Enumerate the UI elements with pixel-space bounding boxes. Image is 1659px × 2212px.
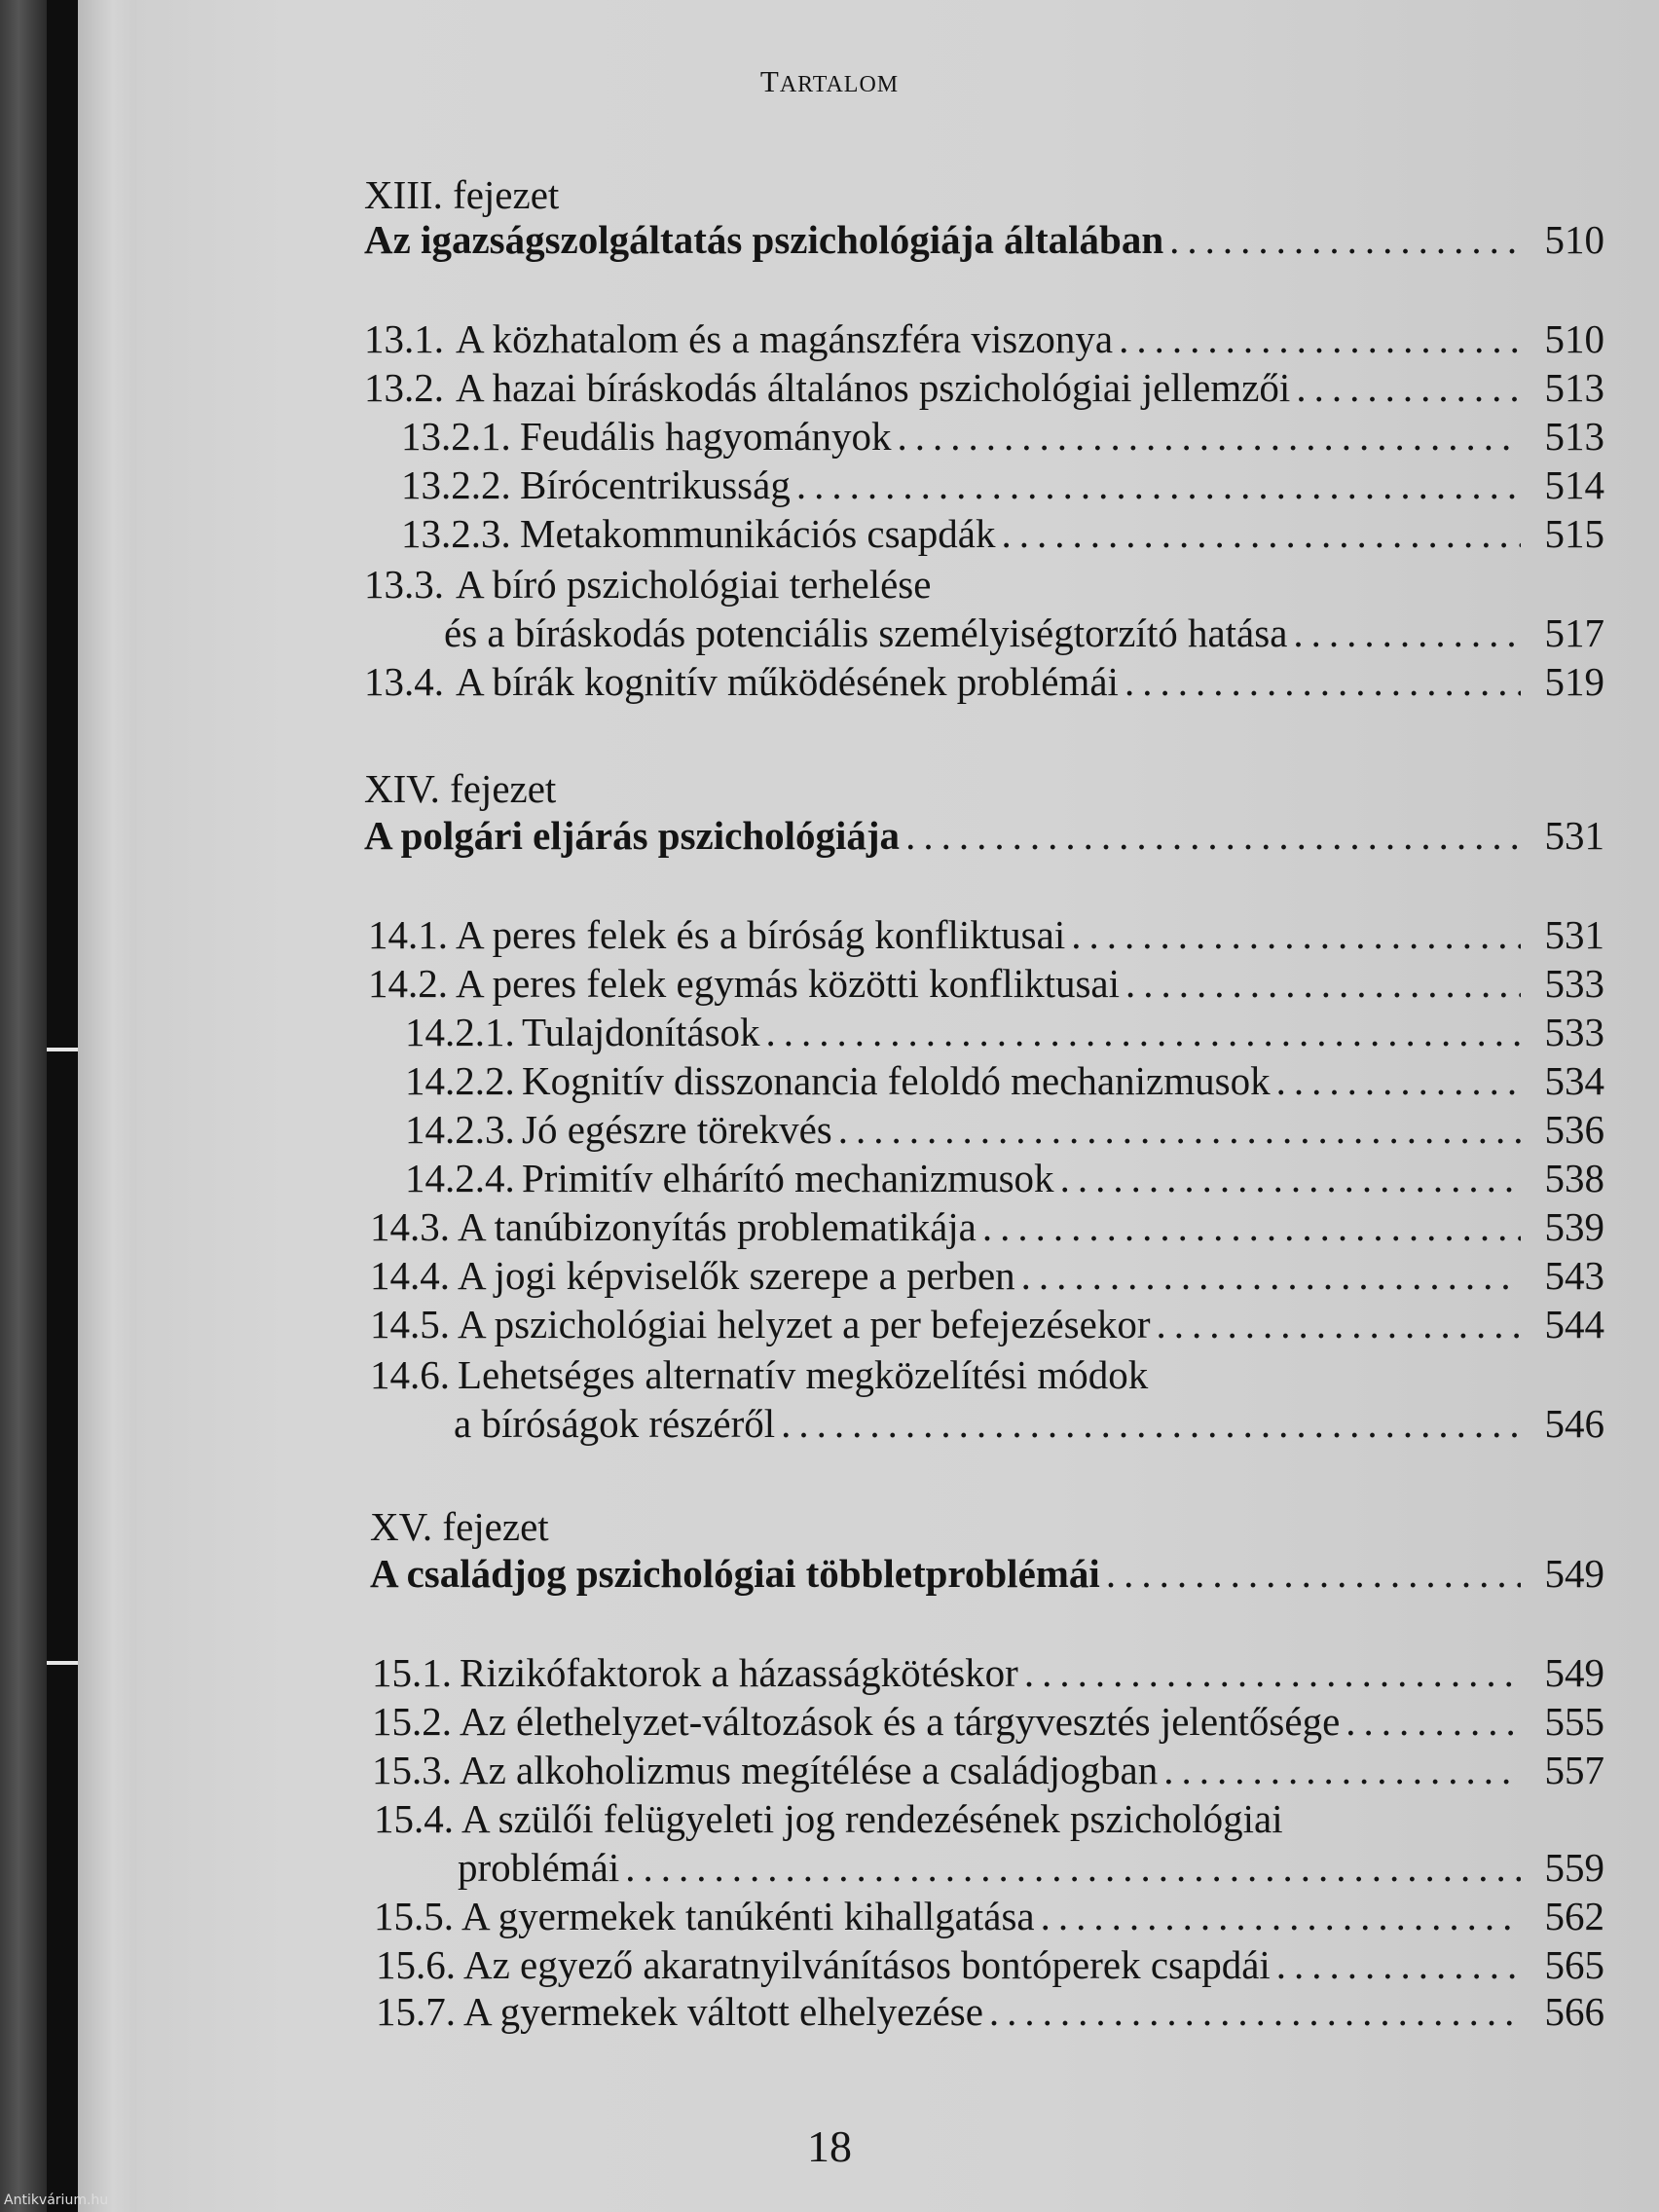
entry-number: 15.5. <box>374 1894 454 1938</box>
toc-entry[interactable] <box>376 1989 1604 2034</box>
chapter-label: XV. fejezet <box>370 1504 549 1549</box>
entry-title: Tulajdonítások <box>522 1010 760 1054</box>
leader-dots <box>1021 1256 1521 1296</box>
page-number: 513 <box>1544 365 1604 410</box>
page-number: 546 <box>1544 1401 1604 1446</box>
toc-entry[interactable] <box>364 365 1604 410</box>
entry-number: 14.4. <box>370 1253 450 1298</box>
page-number: 534 <box>1544 1058 1604 1103</box>
entry-title: Kognitív disszonancia feloldó mechanizmusok <box>522 1058 1271 1103</box>
leader-dots <box>838 1110 1521 1150</box>
watermark: Antikvárium.hu <box>4 2193 109 2208</box>
chapter-title-row[interactable] <box>370 1551 1604 1596</box>
leader-dots <box>625 1848 1521 1888</box>
entry-number: 13.1. <box>364 316 444 361</box>
entry-title: Jó egészre törekvés <box>522 1107 832 1152</box>
page-number: 515 <box>1544 511 1604 556</box>
page-number: 510 <box>1544 217 1604 262</box>
page-number: 566 <box>1544 1989 1604 2034</box>
entry-title: A peres felek és a bíróság konfliktusai <box>456 912 1066 957</box>
entry-number: 13.4. <box>364 659 444 704</box>
toc-entry[interactable] <box>372 1748 1604 1792</box>
page-number: 565 <box>1544 1942 1604 1987</box>
entry-title: A tanúbizonyítás problematikája <box>458 1204 977 1249</box>
leader-dots <box>1163 1751 1521 1790</box>
leader-dots <box>1001 514 1521 554</box>
entry-number: 14.2.3. <box>405 1107 515 1152</box>
entry-number: 15.4. <box>374 1796 454 1841</box>
entry-title: A pszichológiai helyzet a per befejezésekor <box>458 1302 1151 1346</box>
leader-dots <box>796 465 1521 505</box>
page-number: 549 <box>1544 1650 1604 1695</box>
chapter-title: A családjog pszichológiai többletproblémái <box>370 1551 1100 1596</box>
chapter-label: XIII. fejezet <box>364 172 560 217</box>
page-number: 533 <box>1544 1010 1604 1054</box>
leader-dots <box>781 1404 1521 1444</box>
toc-entry[interactable] <box>364 659 1604 704</box>
leader-dots <box>982 1207 1521 1247</box>
leader-dots <box>1119 319 1521 359</box>
toc-entry-continuation[interactable] <box>458 1845 1604 1890</box>
page-number: 536 <box>1544 1107 1604 1152</box>
page-number: 517 <box>1544 610 1604 655</box>
entry-number: 15.6. <box>376 1942 456 1987</box>
leader-dots <box>1071 915 1521 955</box>
toc-entry[interactable] <box>370 1253 1604 1298</box>
page-number: 538 <box>1544 1156 1604 1200</box>
leader-dots <box>1125 964 1521 1004</box>
leader-dots <box>1024 1653 1521 1693</box>
entry-number: 15.2. <box>372 1699 452 1744</box>
page-number: 539 <box>1544 1204 1604 1249</box>
page-number: 543 <box>1544 1253 1604 1298</box>
entry-title: Az alkoholizmus megítélése a családjogban <box>460 1748 1159 1792</box>
leader-dots <box>1060 1159 1521 1198</box>
entry-title: A bíró pszichológiai terhelése <box>456 562 932 607</box>
leader-dots <box>989 1992 1521 2032</box>
toc-subentry[interactable] <box>401 511 1604 556</box>
leader-dots <box>1276 1945 1521 1985</box>
entry-title-continued: problémái <box>458 1845 620 1890</box>
entry-title: Rizikófaktorok a házasságkötéskor <box>460 1650 1018 1695</box>
toc-subentry[interactable] <box>405 1010 1604 1054</box>
entry-title: Az egyező akaratnyilvánításos bontóperek csapdái <box>463 1942 1271 1987</box>
toc-entry[interactable] <box>370 1204 1604 1249</box>
leader-dots <box>1296 368 1521 408</box>
entry-title-continued: a bíróságok részéről <box>454 1401 776 1446</box>
chapter-title-row[interactable] <box>364 217 1604 262</box>
toc-subentry[interactable] <box>405 1107 1604 1152</box>
entry-number: 14.5. <box>370 1302 450 1346</box>
entry-number: 13.2. <box>364 365 444 410</box>
toc-entry[interactable] <box>364 316 1604 361</box>
chapter-title-row[interactable] <box>364 813 1604 858</box>
entry-title: A peres felek egymás közötti konfliktusai <box>456 961 1121 1006</box>
toc-entry[interactable] <box>372 1650 1604 1695</box>
entry-title: A közhatalom és a magánszféra viszonya <box>456 316 1114 361</box>
toc-entry[interactable] <box>368 912 1604 957</box>
page-number: 519 <box>1544 659 1604 704</box>
entry-number: 15.1. <box>372 1650 452 1695</box>
entry-title: Lehetséges alternatív megközelítési módok <box>458 1352 1149 1397</box>
toc-entry[interactable] <box>372 1699 1604 1744</box>
entry-number: 13.2.2. <box>401 462 511 507</box>
leader-dots <box>1041 1897 1521 1936</box>
page-number: 562 <box>1544 1894 1604 1938</box>
toc-entry[interactable] <box>368 961 1604 1006</box>
leader-dots <box>1106 1554 1521 1594</box>
leader-dots <box>1276 1061 1521 1101</box>
entry-title: Az élethelyzet-változások és a tárgyvesztés jelentősége <box>460 1699 1341 1744</box>
page-number: 531 <box>1544 912 1604 957</box>
leader-dots <box>1293 613 1521 653</box>
leader-dots <box>1169 220 1521 260</box>
leader-dots <box>1156 1305 1521 1345</box>
entry-number: 14.2.1. <box>405 1010 515 1054</box>
toc-entry-first-line[interactable] <box>370 1352 1149 1397</box>
entry-number: 14.6. <box>370 1352 450 1397</box>
page-number: 513 <box>1544 414 1604 459</box>
entry-number: 13.2.3. <box>401 511 511 556</box>
entry-title: Bírócentrikusság <box>520 462 791 507</box>
toc-entry[interactable] <box>376 1942 1604 1987</box>
entry-title: A bírák kognitív működésének problémái <box>456 659 1119 704</box>
toc-subentry[interactable] <box>405 1058 1604 1103</box>
leader-dots <box>766 1013 1521 1052</box>
entry-number: 14.3. <box>370 1204 450 1249</box>
chapter-title: Az igazságszolgáltatás pszichológiája általában <box>364 217 1164 262</box>
entry-number: 14.1. <box>368 912 448 957</box>
leader-dots <box>897 417 1521 457</box>
page-number: 531 <box>1544 813 1604 858</box>
page-number: 514 <box>1544 462 1604 507</box>
toc-subentry[interactable] <box>401 462 1604 507</box>
entry-number: 15.3. <box>372 1748 452 1792</box>
leader-dots <box>1124 662 1521 702</box>
toc-entry[interactable] <box>370 1302 1604 1346</box>
page-number: 544 <box>1544 1302 1604 1346</box>
entry-number: 15.7. <box>376 1989 456 2034</box>
toc-entry-first-line[interactable] <box>374 1796 1283 1841</box>
entry-title-continued: és a bíráskodás potenciális személyiségtorzító hatása <box>444 610 1288 655</box>
page-number: 533 <box>1544 961 1604 1006</box>
toc-entry-continuation[interactable] <box>444 610 1604 655</box>
chapter-label: XIV. fejezet <box>364 766 557 811</box>
chapter-title: A polgári eljárás pszichológiája <box>364 813 901 858</box>
page-number: 510 <box>1544 316 1604 361</box>
toc-subentry[interactable] <box>401 414 1604 459</box>
entry-title: Metakommunikációs csapdák <box>520 511 996 556</box>
running-head-text: TARTALOM <box>759 64 900 98</box>
entry-title: A hazai bíráskodás általános pszichológiai jellemzői <box>456 365 1291 410</box>
entry-title: A gyermekek tanúkénti kihallgatása <box>461 1894 1035 1938</box>
toc-entry-first-line[interactable] <box>364 562 932 607</box>
toc-subentry[interactable] <box>405 1156 1604 1200</box>
folio-number: 18 <box>807 2121 852 2171</box>
entry-title: A szülői felügyeleti jog rendezésének pszichológiai <box>461 1796 1283 1841</box>
page-number: 555 <box>1544 1699 1604 1744</box>
page-number: 557 <box>1544 1748 1604 1792</box>
leader-dots <box>905 816 1521 856</box>
entry-title: A gyermekek váltott elhelyezése <box>463 1989 983 2034</box>
entry-number: 13.2.1. <box>401 414 511 459</box>
page-folio <box>0 2120 1659 2172</box>
page-number: 559 <box>1544 1845 1604 1890</box>
toc-entry[interactable] <box>374 1894 1604 1938</box>
entry-title: Feudális hagyományok <box>520 414 892 459</box>
entry-title: Primitív elhárító mechanizmusok <box>522 1156 1054 1200</box>
page-number: 549 <box>1544 1551 1604 1596</box>
toc-entry-continuation[interactable] <box>454 1401 1604 1446</box>
entry-number: 13.3. <box>364 562 444 607</box>
entry-number: 14.2. <box>368 961 448 1006</box>
leader-dots <box>1346 1702 1521 1742</box>
entry-title: A jogi képviselők szerepe a perben <box>458 1253 1015 1298</box>
entry-number: 14.2.4. <box>405 1156 515 1200</box>
entry-number: 14.2.2. <box>405 1058 515 1103</box>
